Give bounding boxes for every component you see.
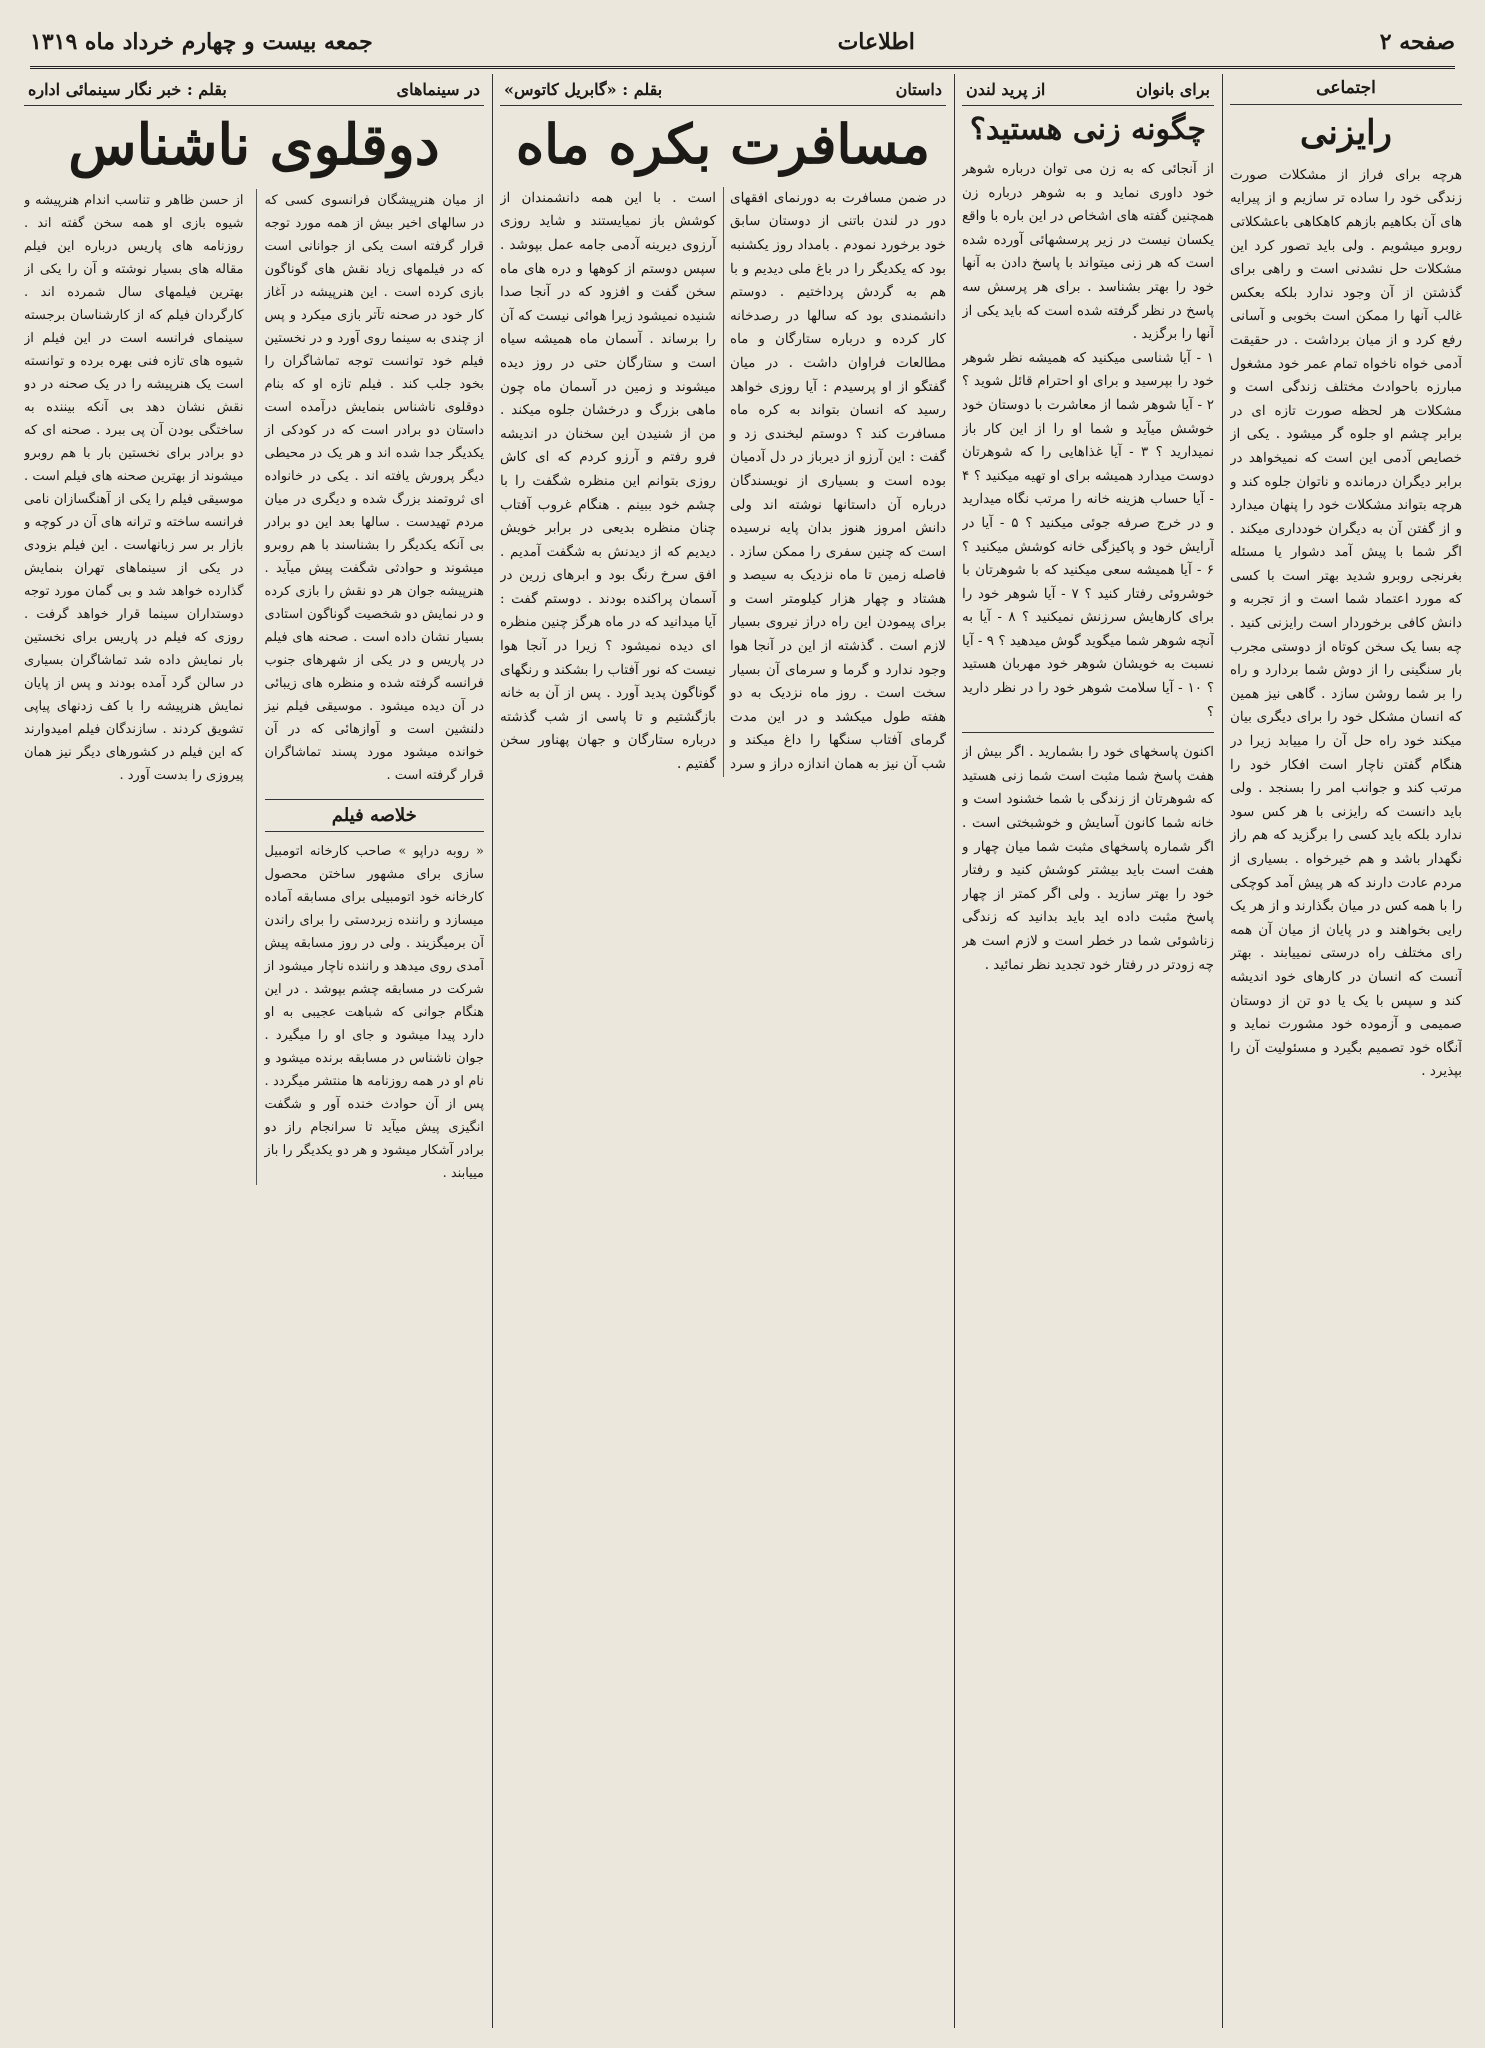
section-label: در سینماهای bbox=[396, 80, 480, 99]
story-body bbox=[500, 187, 946, 777]
story-text-part-2: هنگام غروب آفتاب چنان منظره بدیعی در برابر خویش دیدیم که از دیدنش به شگفت آمدیم . افق سرخ رنگ بود و ابرهای زرین در آسمان پراکنده بودند . دوستم گفت : آیا میدانید که در ماه هرگز چنین منظره ای دیده نمیشود ؟ زیرا در آنجا هوا نیست که نور آفتاب را بشکند و رنگهای گوناگون پدید آورد . پس از آن به خانه بازگشتیم و تا پاسی از شب گذشته درباره ستارگان و جهان پهناور سخن گفتیم . bbox=[500, 496, 716, 773]
cinema-columns bbox=[24, 189, 484, 1185]
cinema-left-column bbox=[24, 189, 244, 1185]
story-text-part-1: در ضمن مسافرت به دورنمای افقهای دور در لندن باتنی از دوستان سابق خود برخورد نمودم . بامداد روز یکشنبه بود که یکدیگر را در باغ ملی دیدیم و با هم به گردش پرداختیم . دوستم دانشمندی بود که سالها در رصدخانه کار کرده و درباره ستارگان و ماه مطالعات فراوان داشت . در میان گفتگو از او پرسیدم : آیا روزی خواهد رسید که انسان بتواند به کره ماه مسافرت کند ؟ دوستم لبخندی زد و گفت : این آرزو از دیرباز در دل آدمیان بوده است و بسیاری از نویسندگان درباره آن داستانها نوشته اند ولی دانش امروز هنوز بدان پایه نرسیده است که چنین سفری را ممکن سازد . فاصله زمین تا ماه نزدیک به سیصد و هشتاد و چهار هزار کیلومتر است و برای پیمودن این راه دراز نیروی بسیار لازم است . گذشته از این در آنجا هوا وجود ندارد و گرما و سرمای آن بسیار سخت است . روز ماه نزدیک به دو هفته طول میکشد و در این مدت گرمای آفتاب سنگها را داغ میکند و شب آن نیز به همان اندازه دراز و سرد است . با این همه دانشمندان از کوشش باز نمیایستند و شاید روزی آرزوی دیرینه آدمی جامه عمل بپوشد . سپس دوستم از کوهها و دره های ماه سخن گفت و افزود که در آنجا صدا شنیده نمیشود زیرا هوائی نیست که آن را برساند . آسمان ماه همیشه سیاه است و ستارگان حتی در روز دیده میشوند و زمین در آسمان ماه چون ماهی بزرگ و درخشان جلوه میکند . من از شنیدن این سخنان در اندیشه فرو رفتم و آرزو کردم که ای کاش روزی بتوانم این منظره شگفت را با چشم خود ببینم . bbox=[500, 189, 946, 773]
column-story bbox=[500, 74, 946, 2028]
article-title: رایزنی bbox=[1300, 113, 1392, 153]
article-body: هرچه برای فراز از مشکلات صورت زندگی خود را ساده تر سازیم و از پیرایه های آن بکاهیم بازهم کاهکاهی باعشکلاتی روبرو میشویم . ولی باید تصور کرد این مشکلات حل نشدنی است و راهی برای گذشتن از آن وجود ندارد بلکه بعکس غالب آنها را ممکن است بخوبی و آسانی رفع کرد و از میان برداشت . در حقیقت آدمی خواه ناخواه تمام عمر خود مشغول مبارزه باحوادث مختلف زندگی است و مشکلات هر لحظه صورت تازه ای در برابر چشم او جلوه گر میشود . یکی از خصایص آدمی این است که نمیخواهد در برابر دیگران درمانده و ناتوان جلوه کند و هرچه بتواند مشکلات خود را پنهان میدارد و از گفتن آن به دیگران خودداری میکند . اگر شما با پیش آمد دشوار یا مسئله بغرنجی روبرو شدید بهتر است با کسی که مورد اعتماد شما است و از تجربه و دانش کافی برخوردار است رایزنی کنید . چه بسا یک سخن کوتاه از دوستی مجرب بار سنگینی را از دوش شما بردارد و راه را بر شما روشن سازد . گاهی نیز همین که انسان مشکل خود را برای دیگری بیان میکند خود راه حل آن را مییابد زیرا در هنگام گفتن ناچار است افکار خود را مرتب کند و جوانب امر را بسنجد . ولی باید دانست که رایزنی با هر کس سود ندارد بلکه باید کسی را برگزید که هم راز نگهدار باشد و هم خیرخواه . بسیاری از مردم عادت دارند که هر پیش آمد کوچکی را با همه کس در میان بگذارند و از هر یک رایی بخواهند و در پایان از میان آن همه رای مختلف راه درستی نمییابند . بهتر آنست که انسان در کارهای خود اندیشه کند و سپس با یک یا دو تن از دوستان صمیمی و آزموده خود مشورت نماید و آنگاه خود تصمیم بگیرد و مسئولیت آن را بپذیرد . bbox=[1230, 166, 1462, 1080]
column-divider bbox=[954, 74, 955, 2028]
section-label: اجتماعی bbox=[1230, 74, 1462, 105]
section-row bbox=[24, 74, 484, 106]
section-row bbox=[500, 74, 946, 106]
rule bbox=[962, 732, 1214, 733]
article-title: دوقلوی ناشناس bbox=[68, 112, 440, 178]
article-scoring: اکنون پاسخهای خود را بشمارید . اگر بیش از هفت پاسخ شما مثبت است شما زنی هستید که شوهرتان از زندگی با شما خشنود است و خانه شما کانون آسایش و خوشبختی است . اگر شماره پاسخهای مثبت شما میان چهار و هفت است باید بیشتر کوشش کنید و رفتار خود را بهتر سازید . ولی اگر کمتر از چهار پاسخ مثبت داده اید باید بدانید که زندگی زناشوئی شما در خطر است و لازم است هر چه زودتر در رفتار خود تجدید نظر نمائید . bbox=[962, 744, 1214, 973]
story-title: مسافرت بکره ماه bbox=[515, 112, 931, 176]
column-divider bbox=[1222, 74, 1223, 2028]
article-questions: ۱ - آیا شناسی میکنید که همیشه نظر شوهر خود را بپرسید و برای او احترام قائل شوید ؟ ۲ - آیا شوهر شما از معاشرت با دوستان خود خوشش میآید و شما او را از این کار باز نمیدارید ؟ ۳ - آیا غذاهایی را که شوهرتان دوست میدارد همیشه برای او تهیه میکنید ؟ ۴ - آیا حساب هزینه خانه را مرتب نگاه میدارید و در خرج صرفه جوئی میکنید ؟ ۵ - آیا در آرایش خود و پاکیزگی خانه کوشش میکنید ؟ ۶ - آیا همیشه سعی میکنید که با شوهرتان با خوشروئی رفتار کنید ؟ ۷ - آیا شوهر خود را برای کارهایش سرزنش نمیکنید ؟ ۸ - آیا به آنچه شوهر شما میگوید گوش میدهید ؟ ۹ - آیا نسبت به خویشان شوهر خود مهربان هستید ؟ ۱۰ - آیا سلامت شوهر خود را در نظر دارید ؟ bbox=[962, 349, 1214, 720]
article-intro: از آنجائی که به زن می توان درباره شوهر خود داوری نماید و به شوهر درباره زن همچنین گفته های اشخاص در این باره با واقع یکسان نیست در زیر پرسشهائی آورده شده است که هر زنی میتواند با پاسخ دادن به آنها خود را بهتر بشناسد . برای هر پرسش سه پاسخ در نظر گرفته شده است که باید یکی از آنها را برگزید . bbox=[962, 161, 1214, 343]
section-label: برای بانوان bbox=[1135, 80, 1210, 99]
story-author: بقلم : «گابریل کاتوس» bbox=[504, 80, 663, 99]
paper-name: اطلاعات bbox=[837, 29, 915, 55]
section-source: بقلم : خبر نگار سینمائی اداره bbox=[28, 80, 227, 99]
section-label: داستان bbox=[895, 80, 942, 99]
issue-date: جمعه بیست و چهارم خرداد ماه ۱۳۱۹ bbox=[30, 29, 373, 55]
article-body-continued: از حسن ظاهر و تناسب اندام هنرپیشه و شیوه بازی او همه سخن گفته اند . روزنامه های پاریس درباره این فیلم مقاله های بسیار نوشته و آن را یکی از بهترین فیلمهای سال شمرده اند . کارگردان فیلم که از کارشناسان برجسته سینمای فرانسه است در این فیلم از شیوه های تازه فنی بهره برده و توانسته است یک هنرپیشه را در یک صحنه در دو نقش نشان دهد بی آنکه بیننده به ساختگی بودن آن پی ببرد . صحنه ای که دو برادر برای نخستین بار با هم روبرو میشوند از بهترین صحنه های فیلم است . موسیقی فیلم را یکی از آهنگسازان نامی فرانسه ساخته و ترانه های آن در کوچه و بازار بر سر زبانهاست . این فیلم بزودی در یکی از سینماهای تهران بنمایش گذارده خواهد شد و بی گمان مورد توجه دوستداران سینما قرار خواهد گرفت . روزی که فیلم در پاریس برای نخستین بار نمایش داده شد تماشاگران بسیاری در سالن گرد آمده بودند و پس از پایان نمایش هنرپیشه را با کف زدنهای پیاپی تشویق کردند . سازندگان فیلم امیدوارند که این فیلم در کشورهای دیگر نیز همان پیروزی را بدست آورد . bbox=[24, 193, 244, 784]
column-social bbox=[1230, 74, 1462, 2028]
page-number: صفحه ۲ bbox=[1379, 29, 1455, 55]
article-title: چگونه زنی هستید؟ bbox=[969, 112, 1207, 147]
masthead bbox=[30, 22, 1455, 62]
summary-body: « روبه دراپو » صاحب کارخانه اتومبیل سازی برای مشهور ساختن محصول کارخانه خود اتومبیلی برای مسابقه آماده میسازد و راننده زبردستی را برای راندن آن برمیگزیند . ولی در روز مسابقه پیش آمدی روی میدهد و راننده ناچار میشود از شرکت در مسابقه چشم بپوشد . در این هنگام جوانی که شباهت عجیبی به او دارد پیدا میشود و جای او را میگیرد . جوان ناشناس در مسابقه برنده میشود و نام او در همه روزنامه ها منتشر میگردد . پس از آن حوادث خنده آور و شگفت انگیزی پیش میآید تا سرانجام راز دو برادر آشکار میشود و هر دو یکدیگر را باز مییابند . bbox=[264, 844, 484, 1182]
column-women bbox=[962, 74, 1214, 2028]
summary-heading: خلاصه فیلم bbox=[265, 799, 485, 832]
cinema-right-column bbox=[256, 189, 485, 1185]
section-source: از پرید لندن bbox=[966, 80, 1046, 99]
column-cinema bbox=[24, 74, 484, 2028]
masthead-rule bbox=[30, 66, 1455, 69]
section-row bbox=[962, 74, 1214, 106]
column-divider bbox=[492, 74, 493, 2028]
article-body: از میان هنرپیشگان فرانسوی کسی که در سالهای اخیر بیش از همه مورد توجه قرار گرفته است یکی از جوانانی است که در فیلمهای زیاد نقش های گوناگون بازی کرده است . این هنرپیشه در آغاز کار خود در صحنه تآتر بازی میکرد و پس از چندی به سینما روی آورد و در نخستین فیلم خود توانست توجه تماشاگران را بخود جلب کند . فیلم تازه او که بنام دوقلوی ناشناس بنمایش درآمده است داستان دو برادر است که در کودکی از یکدیگر جدا شده اند و هر یک در محیطی دیگر پرورش یافته اند . یکی در خانواده ای ثروتمند بزرگ شده و دیگری در میان مردم تهیدست . سالها بعد این دو برادر بی آنکه یکدیگر را بشناسند با هم روبرو میشوند و حوادثی شگفت پیش میآید . هنرپیشه جوان هر دو نقش را بازی کرده و در نمایش دو شخصیت گوناگون استادی بسیار نشان داده است . صحنه های فیلم در پاریس و در یکی از شهرهای جنوب فرانسه گرفته شده و منظره های زیبائی در آن دیده میشود . موسیقی فیلم نیز دلنشین است و آوازهائی که در آن خوانده میشود مورد پسند تماشاگران قرار گرفته است . bbox=[264, 193, 484, 784]
